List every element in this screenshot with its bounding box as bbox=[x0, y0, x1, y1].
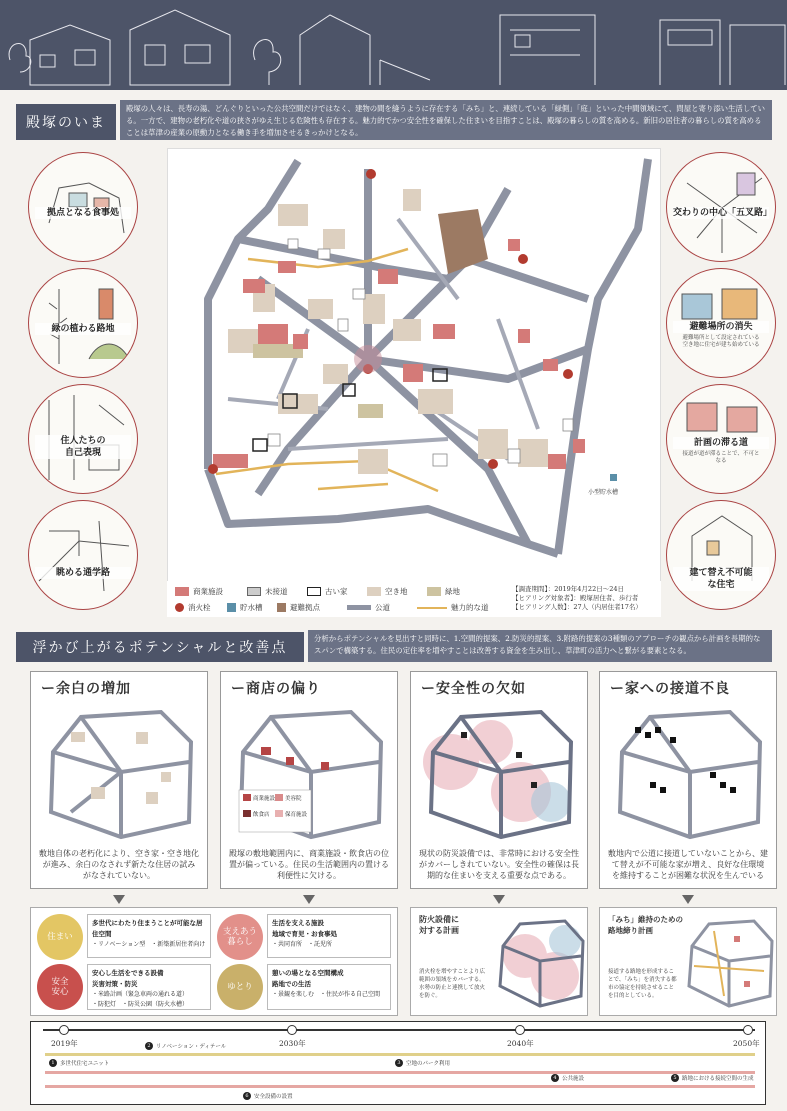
legend-vacant: 空き地 bbox=[367, 586, 408, 597]
timeline-item: 6 安全設備の設置 bbox=[243, 1092, 293, 1100]
shop-legend-restaurant: 飲食店 bbox=[253, 812, 270, 818]
access-problem-map bbox=[610, 702, 768, 842]
card-title: ー余白の増加 bbox=[41, 681, 131, 697]
tick-2030 bbox=[287, 1025, 297, 1035]
proposal-leisure: 憩いの場となる空間構成 路地での生活 ・景観を楽しむ ・住民が作る自己空間 bbox=[267, 964, 391, 1010]
evac-swatch bbox=[277, 603, 286, 612]
timeline-item: 3 空地のパーク利用 bbox=[395, 1059, 450, 1067]
section2-intro: 分析からポテンシャルを見出すと同時に、1.空間的提案、2.防災的提案、3.附路的提案の3種類のアプローチの観点から計画を長期的なスパンで構築する。住民の定住率を増やすことは改善する資金を生み出し、草津町の活力へと繋がる要素となる。 bbox=[308, 630, 772, 662]
shop-bias-map bbox=[231, 702, 389, 842]
timeline-axis bbox=[43, 1029, 755, 1031]
shop-legend-childcare: 保育施設 bbox=[285, 812, 308, 818]
legend-hydrant: 消火栓 bbox=[175, 602, 211, 613]
legend-evac: 避難拠点 bbox=[277, 602, 320, 613]
road-plan-desc: 接道する路地を形成することで、「みち」を消失する都市の協定を持続させることを目的としている。 bbox=[608, 969, 677, 999]
card-desc: 殿塚の敷地範囲内に、商業施設・飲食店の位置が偏っている。住民の生活範囲内の置ける利便性に欠ける。 bbox=[229, 849, 389, 880]
road-plan-title: 「みち」維持のための 路地締り計画 bbox=[608, 915, 683, 935]
shop-legend-salon: 美容院 bbox=[285, 796, 302, 802]
vignette-school-route-label: 眺める通学路 bbox=[35, 567, 131, 579]
fire-plan-map bbox=[495, 916, 585, 1011]
proposal-panel bbox=[30, 907, 398, 1016]
card-desc: 敷地自体の老朽化により、空き家・空き地化が進み、余白のなされず新たな住居の試みがなされていない。 bbox=[39, 849, 199, 880]
card-title: ー安全性の欠如 bbox=[421, 681, 526, 697]
house-skyline-illustration bbox=[0, 0, 787, 90]
section1-intro: 殿塚の人々は、長寿の湯、どんぐりといった公共空間だけではなく、建物の間を縫うように存在する「みち」と、連続している「緑側」「庭」といった中間領域にて、問屋と寄り添い生活している。一方で、建物の老朽化や道の狭さがゆえ生じる危険性も存在する。魅力的でかつ安全性を確保した住まいを目指すことは、殿塚の暮らしの質を高める。新旧の居住者の暮らしの質を高めることは草津の産業の原動力となる働き手を増加させるきっかけとなる。 bbox=[120, 100, 772, 140]
empty-space-map bbox=[41, 702, 199, 842]
card-safety-gap bbox=[410, 671, 588, 889]
tick-2019 bbox=[59, 1025, 69, 1035]
timeline-item: 1 多世代住宅ユニット bbox=[49, 1059, 109, 1067]
road-plan-panel bbox=[599, 907, 777, 1016]
year-label: 2040年 bbox=[507, 1039, 534, 1048]
proposal-housing: 多世代にわたり住まうことが可能な居住空間 ・リノベーション型 ・新築新居住者向け bbox=[87, 914, 211, 958]
section1-title: 殿塚のいま bbox=[16, 104, 116, 140]
vignette-dining-spot bbox=[28, 152, 138, 262]
vignette-unrebuildable-label: 建て替え不可能 な住宅 bbox=[673, 567, 769, 591]
vignette-stalled-road-label: 計画の滞る道 bbox=[673, 437, 769, 449]
card-desc: 現状の防災設備では、非常時における安全性がカバーしきれていない。安全性の確保は長期的な住まいを支える重要な点である。 bbox=[419, 849, 579, 880]
bar-housing bbox=[45, 1053, 755, 1056]
card-shop-bias bbox=[220, 671, 398, 889]
attractive-swatch bbox=[417, 607, 447, 609]
no-access-swatch bbox=[247, 587, 261, 596]
tank-swatch bbox=[227, 603, 236, 612]
vignette-stalled-road bbox=[666, 384, 776, 494]
proposal-support: 生活を支える施設 地域で育児・お食事処 ・共同育所 ・託児所 bbox=[267, 914, 391, 958]
tick-2040 bbox=[515, 1025, 525, 1035]
vignette-shelter-note: 避難場所として設定されている空き地に住宅が建ち始めている bbox=[682, 335, 760, 348]
road-swatch bbox=[347, 605, 371, 610]
header-banner bbox=[0, 0, 787, 90]
legend-no-access: 未接道 bbox=[247, 586, 288, 597]
down-arrow-icon bbox=[682, 895, 694, 904]
card-empty-space bbox=[30, 671, 208, 889]
vignette-green-alley-label: 緑の植わる路地 bbox=[35, 323, 131, 335]
roadmap-timeline bbox=[30, 1021, 766, 1105]
card-access-problem bbox=[599, 671, 777, 889]
pill-safety: 安全 安心 bbox=[37, 964, 83, 1010]
hydrant-dot bbox=[175, 603, 184, 612]
district-map bbox=[167, 148, 661, 616]
vignette-dining-label: 拠点となる食事処 bbox=[35, 207, 131, 219]
safety-gap-map bbox=[421, 702, 579, 842]
year-label: 2019年 bbox=[51, 1039, 78, 1048]
card-desc: 敷地内で公道に接道していないことから、建て替えが不可能な家が増え、良好な住環境を維持することが困難な状況を生んでいる bbox=[608, 849, 768, 880]
map-legend bbox=[167, 581, 661, 617]
card-title: ー家への接道不良 bbox=[610, 681, 730, 697]
green-swatch bbox=[427, 587, 441, 596]
pill-support: 支えあう 暮らし bbox=[217, 914, 263, 960]
vignette-five-way-junction bbox=[666, 152, 776, 262]
tick-2050 bbox=[743, 1025, 753, 1035]
vignette-self-expression-label: 住人たちの 自己表現 bbox=[35, 435, 131, 459]
year-label: 2050年 bbox=[733, 1039, 760, 1048]
vignette-stalled-road-note: 接道が道が滞ることで、不可となる bbox=[682, 451, 760, 464]
vignette-shelter-label: 避難場所の消失 bbox=[673, 321, 769, 333]
vignette-unrebuildable-house bbox=[666, 500, 776, 610]
legend-green: 緑地 bbox=[427, 586, 460, 597]
vignette-junction-label: 交わりの中心「五叉路」 bbox=[673, 208, 773, 218]
shop-legend-commercial: 商業施設 bbox=[253, 796, 276, 802]
legend-old-house: 古い家 bbox=[307, 586, 348, 597]
pill-housing: 住まい bbox=[37, 914, 83, 960]
section2-title: 浮かび上がるポテンシャルと改善点 bbox=[16, 632, 304, 662]
bar-support bbox=[45, 1071, 755, 1074]
legend-attractive: 魅力的な道 bbox=[417, 602, 489, 613]
pill-leisure: ゆとり bbox=[217, 964, 263, 1010]
legend-water-tank: 貯水槽 bbox=[227, 602, 263, 613]
fire-plan-desc: 消火栓を増やすことより広範囲の領域をカバーする。水勢の防止と連携して放火を防ぐ。 bbox=[419, 969, 486, 999]
old-house-swatch bbox=[307, 587, 321, 596]
house-sketch-icon bbox=[667, 501, 776, 610]
school-route-sketch-icon bbox=[29, 501, 138, 610]
down-arrow-icon bbox=[113, 895, 125, 904]
vignette-self-expression bbox=[28, 384, 138, 494]
down-arrow-icon bbox=[493, 895, 505, 904]
timeline-item: 2 リノベーション・ディテール bbox=[145, 1042, 226, 1050]
water-tank-label: 小型貯水槽 bbox=[588, 489, 619, 496]
vacant-swatch bbox=[367, 587, 381, 596]
year-label: 2030年 bbox=[279, 1039, 306, 1048]
district-map-drawing bbox=[168, 149, 662, 583]
survey-info: 【調査期間】：2019年4月22日〜24日 【ヒアリング対象者】：殿塚居住者、歩行者 【ヒアリング人数】：27人（内居住者17名） bbox=[512, 585, 642, 611]
fire-plan-panel bbox=[410, 907, 588, 1016]
proposal-safety: 安心し生活をできる設備 災害対策・防災 ・米路計画（緊急車両の通れる道） ・防犯灯 ・防災公園（防火水槽） bbox=[87, 964, 211, 1010]
timeline-item: 4 公共施設 bbox=[551, 1074, 584, 1082]
vignette-school-route bbox=[28, 500, 138, 610]
road-plan-map bbox=[684, 916, 774, 1011]
timeline-item: 5 路地における接続空間の生成 bbox=[671, 1074, 754, 1082]
fire-plan-title: 防火設備に 対する計画 bbox=[419, 914, 459, 935]
legend-road: 公道 bbox=[347, 602, 390, 613]
down-arrow-icon bbox=[303, 895, 315, 904]
vignette-lost-shelter bbox=[666, 268, 776, 378]
bar-safety bbox=[45, 1085, 755, 1088]
commercial-swatch bbox=[175, 587, 189, 596]
vignette-green-alley bbox=[28, 268, 138, 378]
legend-commercial: 商業施設 bbox=[175, 586, 223, 597]
card-title: ー商店の偏り bbox=[231, 681, 321, 697]
